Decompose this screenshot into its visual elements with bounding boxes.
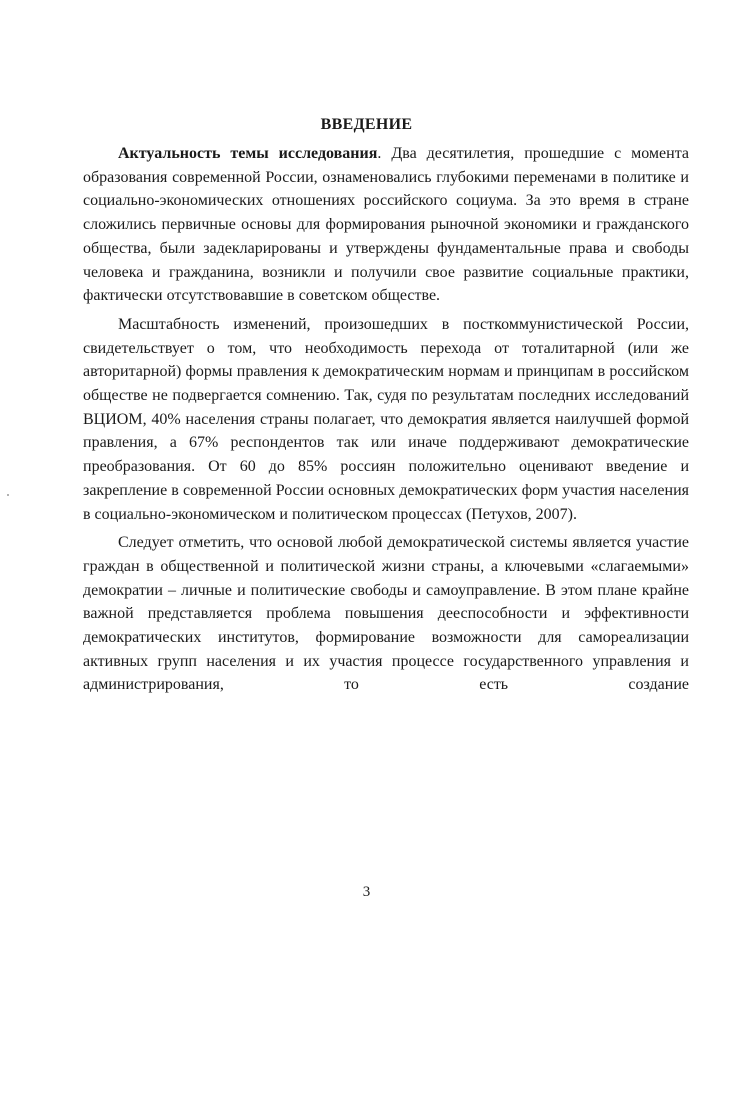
paragraph-text: Следует отметить, что основой любой демократической системы является участие граждан в общественной и политической жизни страны, а ключевыми «слагаемыми» демократии – личные и политические свободы и самоуправление. В этом плане крайне важной представляется проблема повышения дееспособности и эффективности демократических институтов, формирование возможности для самореализации активных групп населения и их участия процессе государственного управления и администрирования, то есть создание xyxy=(83,534,689,694)
paragraph-text: Масштабность изменений, произошедших в посткоммунистической России, свидетельствует о том, что необходимость перехода от тоталитарной (или же авторитарной) формы правления к демократическим нормам и принципам в российском обществе не подвергается сомнению. Так, судя по результатам последних исследований ВЦИОМ, 40% населения страны полагает, что демократия является наилучшей формой правления, а 67% респондентов так или иначе поддерживают демократические преобразования. От 60 до 85% россиян положительно оценивают введение и закрепление в современной России основных демократических форм участия населения в социально-экономическом и политическом процессах (Петухов, 2007). xyxy=(83,315,689,523)
paragraph-lead-punct: . xyxy=(377,145,382,162)
paragraph-text: Два десятилетия, прошедшие с момента образования современной России, ознаменовались глубокими переменами в политике и социально-экономических отношениях российского социума. За это время в стране сложились первичные основы для формирования рыночной экономики и гражданского общества, были задекларированы и утверждены фундаментальные права и свободы человека и гражданина, возникли и получили свое развитие социальные практики, фактически отсутствовавшие в советском обществе. xyxy=(83,145,690,305)
scan-artifact xyxy=(7,494,9,496)
body-text xyxy=(83,142,689,702)
paragraph-scale xyxy=(83,313,689,526)
paragraph-lead: Актуальность темы исследования xyxy=(118,145,378,162)
paragraph-relevance xyxy=(83,142,689,308)
paragraph-participation xyxy=(83,531,689,697)
section-heading: ВВЕДЕНИЕ xyxy=(320,116,413,133)
page-number: 3 xyxy=(362,884,371,900)
